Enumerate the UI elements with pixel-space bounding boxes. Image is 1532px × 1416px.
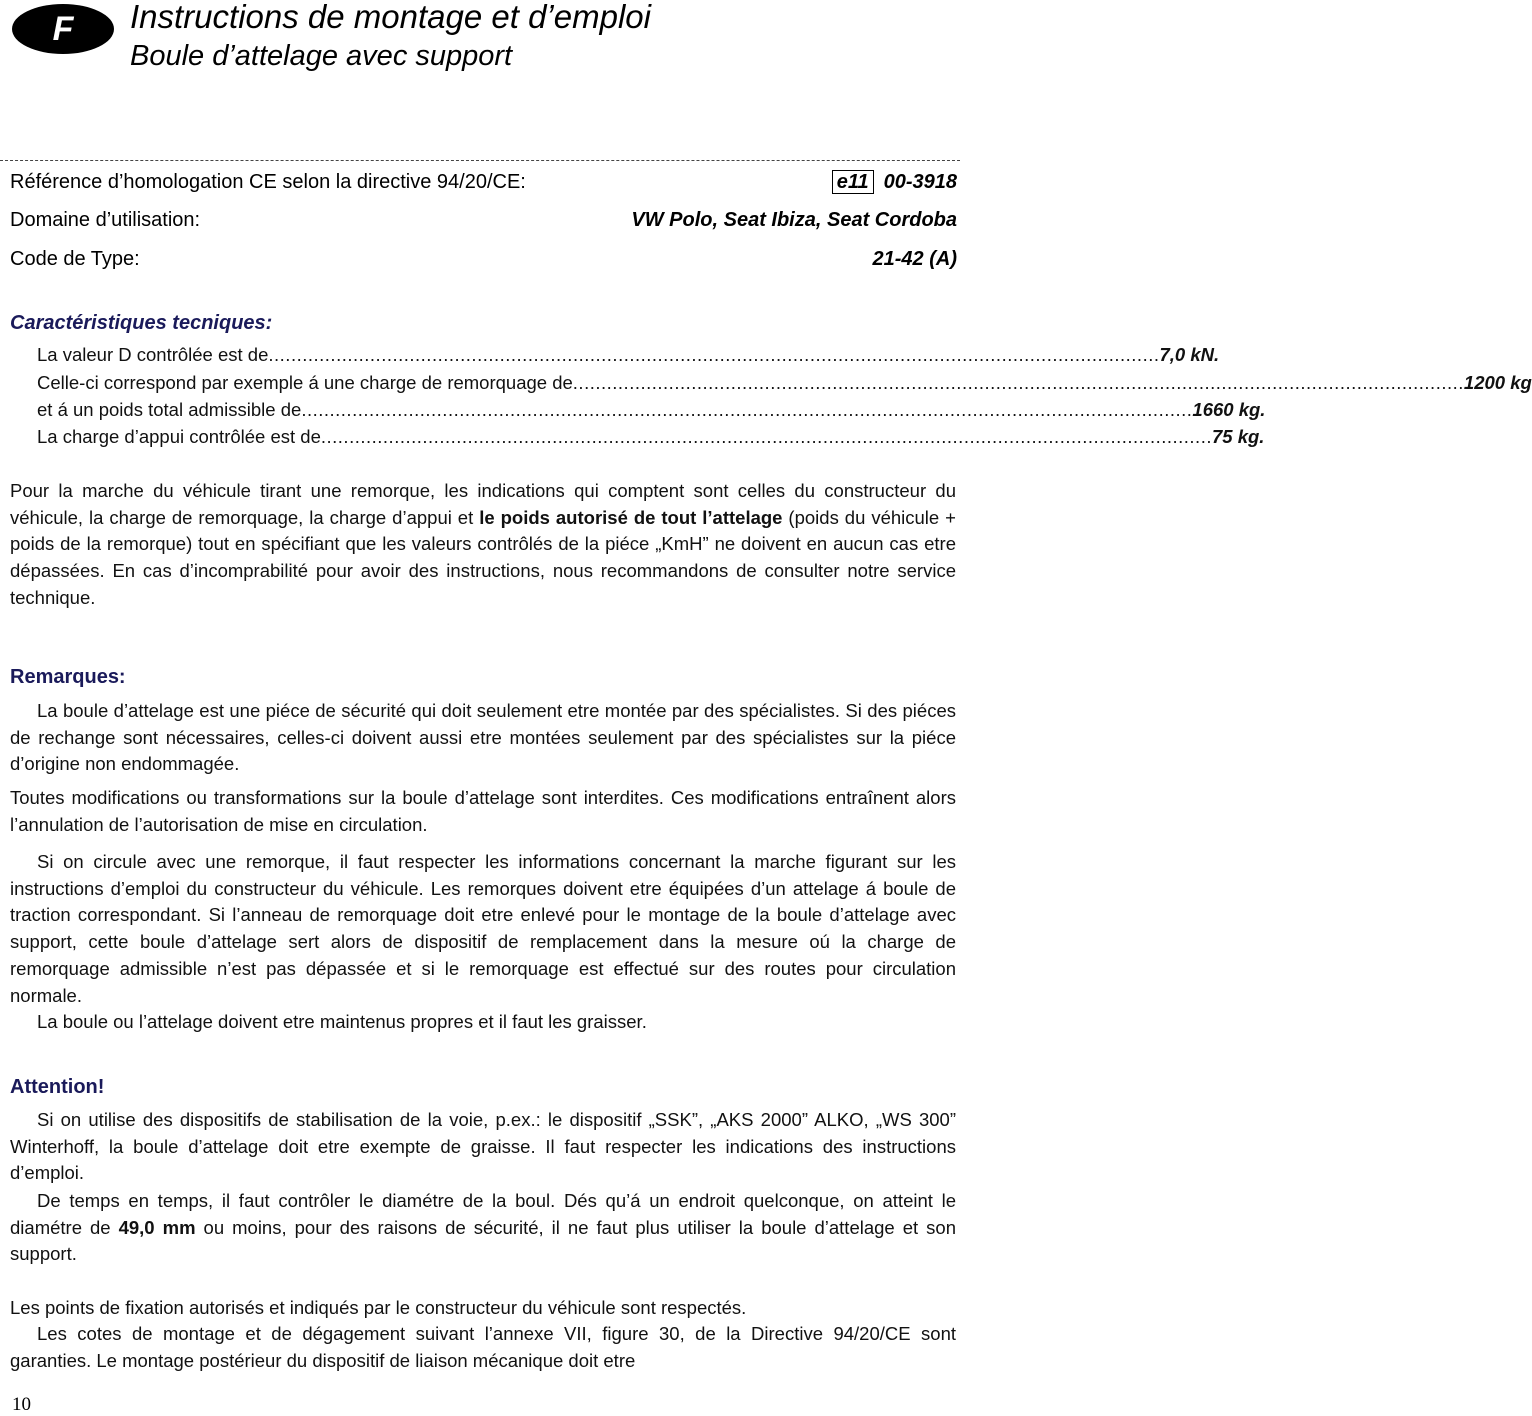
document-title: Instructions de montage et d’emploi xyxy=(130,0,651,35)
document-subtitle: Boule d’attelage avec support xyxy=(130,40,513,72)
intro-bold-text: le poids autorisé de tout l’attelage xyxy=(479,506,783,528)
type-code-label: Code de Type: xyxy=(10,248,140,270)
spec-value: 1200 kg xyxy=(1463,372,1532,393)
spec-value: 7,0 kN. xyxy=(1159,344,1220,365)
remarques-paragraph-4: La boule ou l’attelage doivent etre maintenus propres et il faut les graisser. xyxy=(37,1011,647,1032)
domaine-row xyxy=(10,209,957,232)
specs-heading: Caractéristiques tecniques: xyxy=(10,312,273,334)
spec-value: 1660 kg. xyxy=(1192,399,1266,420)
leader-dots: .............................................................................................................................................................. xyxy=(572,372,1464,393)
homologation-label: Référence d’homologation CE selon la directive 94/20/CE: xyxy=(10,171,526,193)
closing-paragraph-1: Les points de fixation autorisés et indiqués par le constructeur du véhicule sont respectés. xyxy=(10,1297,747,1318)
intro-paragraph xyxy=(10,478,956,612)
domaine-value: VW Polo, Seat Ibiza, Seat Cordoba xyxy=(631,209,957,231)
homologation-number: 00-3918 xyxy=(883,171,957,193)
page-number: 10 xyxy=(12,1394,31,1415)
intro-text-continued: (poids du véhicule + poids de la remorque) tout en spécifiant que les valeurs contrôlés de la piéce „KmH” ne doivent en aucun cas etre dépassées. En cas d’incomprabilité pour avoir des instructions, nous recommandons de consulter notre service technique. xyxy=(10,506,956,608)
attention-heading: Attention! xyxy=(10,1076,105,1098)
spec-label: La charge d’appui contrôlée est de xyxy=(37,426,321,447)
type-code-value: 21-42 (A) xyxy=(872,248,957,270)
spec-label: et á un poids total admissible de xyxy=(37,399,302,420)
closing-paragraph-2: Les cotes de montage et de dégagement suivant l’annexe VII, figure 30, de la Directive 94/20/CE sont garanties. Le montage postérieur du dispositif de liaison mécanique doit etre xyxy=(10,1323,956,1371)
attention-paragraph-2 xyxy=(10,1188,956,1268)
spec-label: Celle-ci correspond par exemple á une charge de remorquage de xyxy=(37,372,573,393)
attention-text: De temps en temps, il faut contrôler le diamétre de la boul. Dés qu’á un endroit quelconque, on atteint le diamétre de xyxy=(10,1190,956,1238)
diameter-value: 49,0 mm xyxy=(118,1216,196,1238)
remarques-paragraph-2: Toutes modifications ou transformations sur la boule d’attelage sont interdites. Ces modifications entraînent alors l’annulation de l’autorisation de mise en circulation. xyxy=(10,787,956,835)
attention-text-continued: ou moins, pour des raisons de sécurité, il ne faut plus utiliser la boule d’attelage et son support. xyxy=(10,1216,956,1265)
type-code-row xyxy=(10,248,957,271)
homologation-row xyxy=(10,171,957,194)
remarques-paragraph-1: La boule d’attelage est une piéce de sécurité qui doit seulement etre montée par des spécialistes. Si des piéces de rechange sont nécessaires, celles-ci doivent aussi etre montées seulement par des spécialistes sur la piéce d’origine non endommagée. xyxy=(10,700,956,775)
divider xyxy=(0,160,960,161)
attention-paragraph-1: Si on utilise des dispositifs de stabilisation de la voie, p.ex.: le dispositif „SSK”, „AKS 2000” ALKO, „WS 300” Winterhoff, la boule d’attelage doit etre exempte de graisse. Il faut respecter les indications des instructions d’emploi. xyxy=(10,1109,956,1184)
spec-item xyxy=(37,426,1265,448)
spec-label: La valeur D contrôlée est de xyxy=(37,344,269,365)
leader-dots: .............................................................................................................................................................. xyxy=(301,399,1193,420)
spec-item xyxy=(37,399,1266,421)
language-badge: F xyxy=(12,4,114,54)
leader-dots: .............................................................................................................................................................. xyxy=(320,426,1212,447)
homologation-value xyxy=(832,171,957,194)
domaine-label: Domaine d’utilisation: xyxy=(10,209,201,231)
spec-value: 75 kg. xyxy=(1211,426,1265,447)
spec-item xyxy=(37,372,1532,394)
spec-item xyxy=(37,344,1220,366)
homologation-mark: e11 xyxy=(832,170,874,194)
leader-dots: .............................................................................................................................................................. xyxy=(268,344,1160,365)
remarques-heading: Remarques: xyxy=(10,666,126,688)
intro-text: Pour la marche du véhicule tirant une remorque, les indications qui comptent sont celles du constructeur du véhicule, la charge de remorquage, la charge d’appui et xyxy=(10,480,956,528)
remarques-paragraph-3: Si on circule avec une remorque, il faut respecter les informations concernant la marche figurant sur les instructions d’emploi du constructeur du véhicule. Les remorques doivent etre équipées d’un attelage á boule de traction correspondant. Si l’anneau de remorquage doit etre enlevé pour le montage de la boule d’attelage avec support, cette boule d’attelage sert alors de dispositif de remplacement dans la mesure oú la charge de remorquage admissible n’est pas dépassée et si le remorquage est effectué sur des routes pour circulation normale. xyxy=(10,851,956,1006)
